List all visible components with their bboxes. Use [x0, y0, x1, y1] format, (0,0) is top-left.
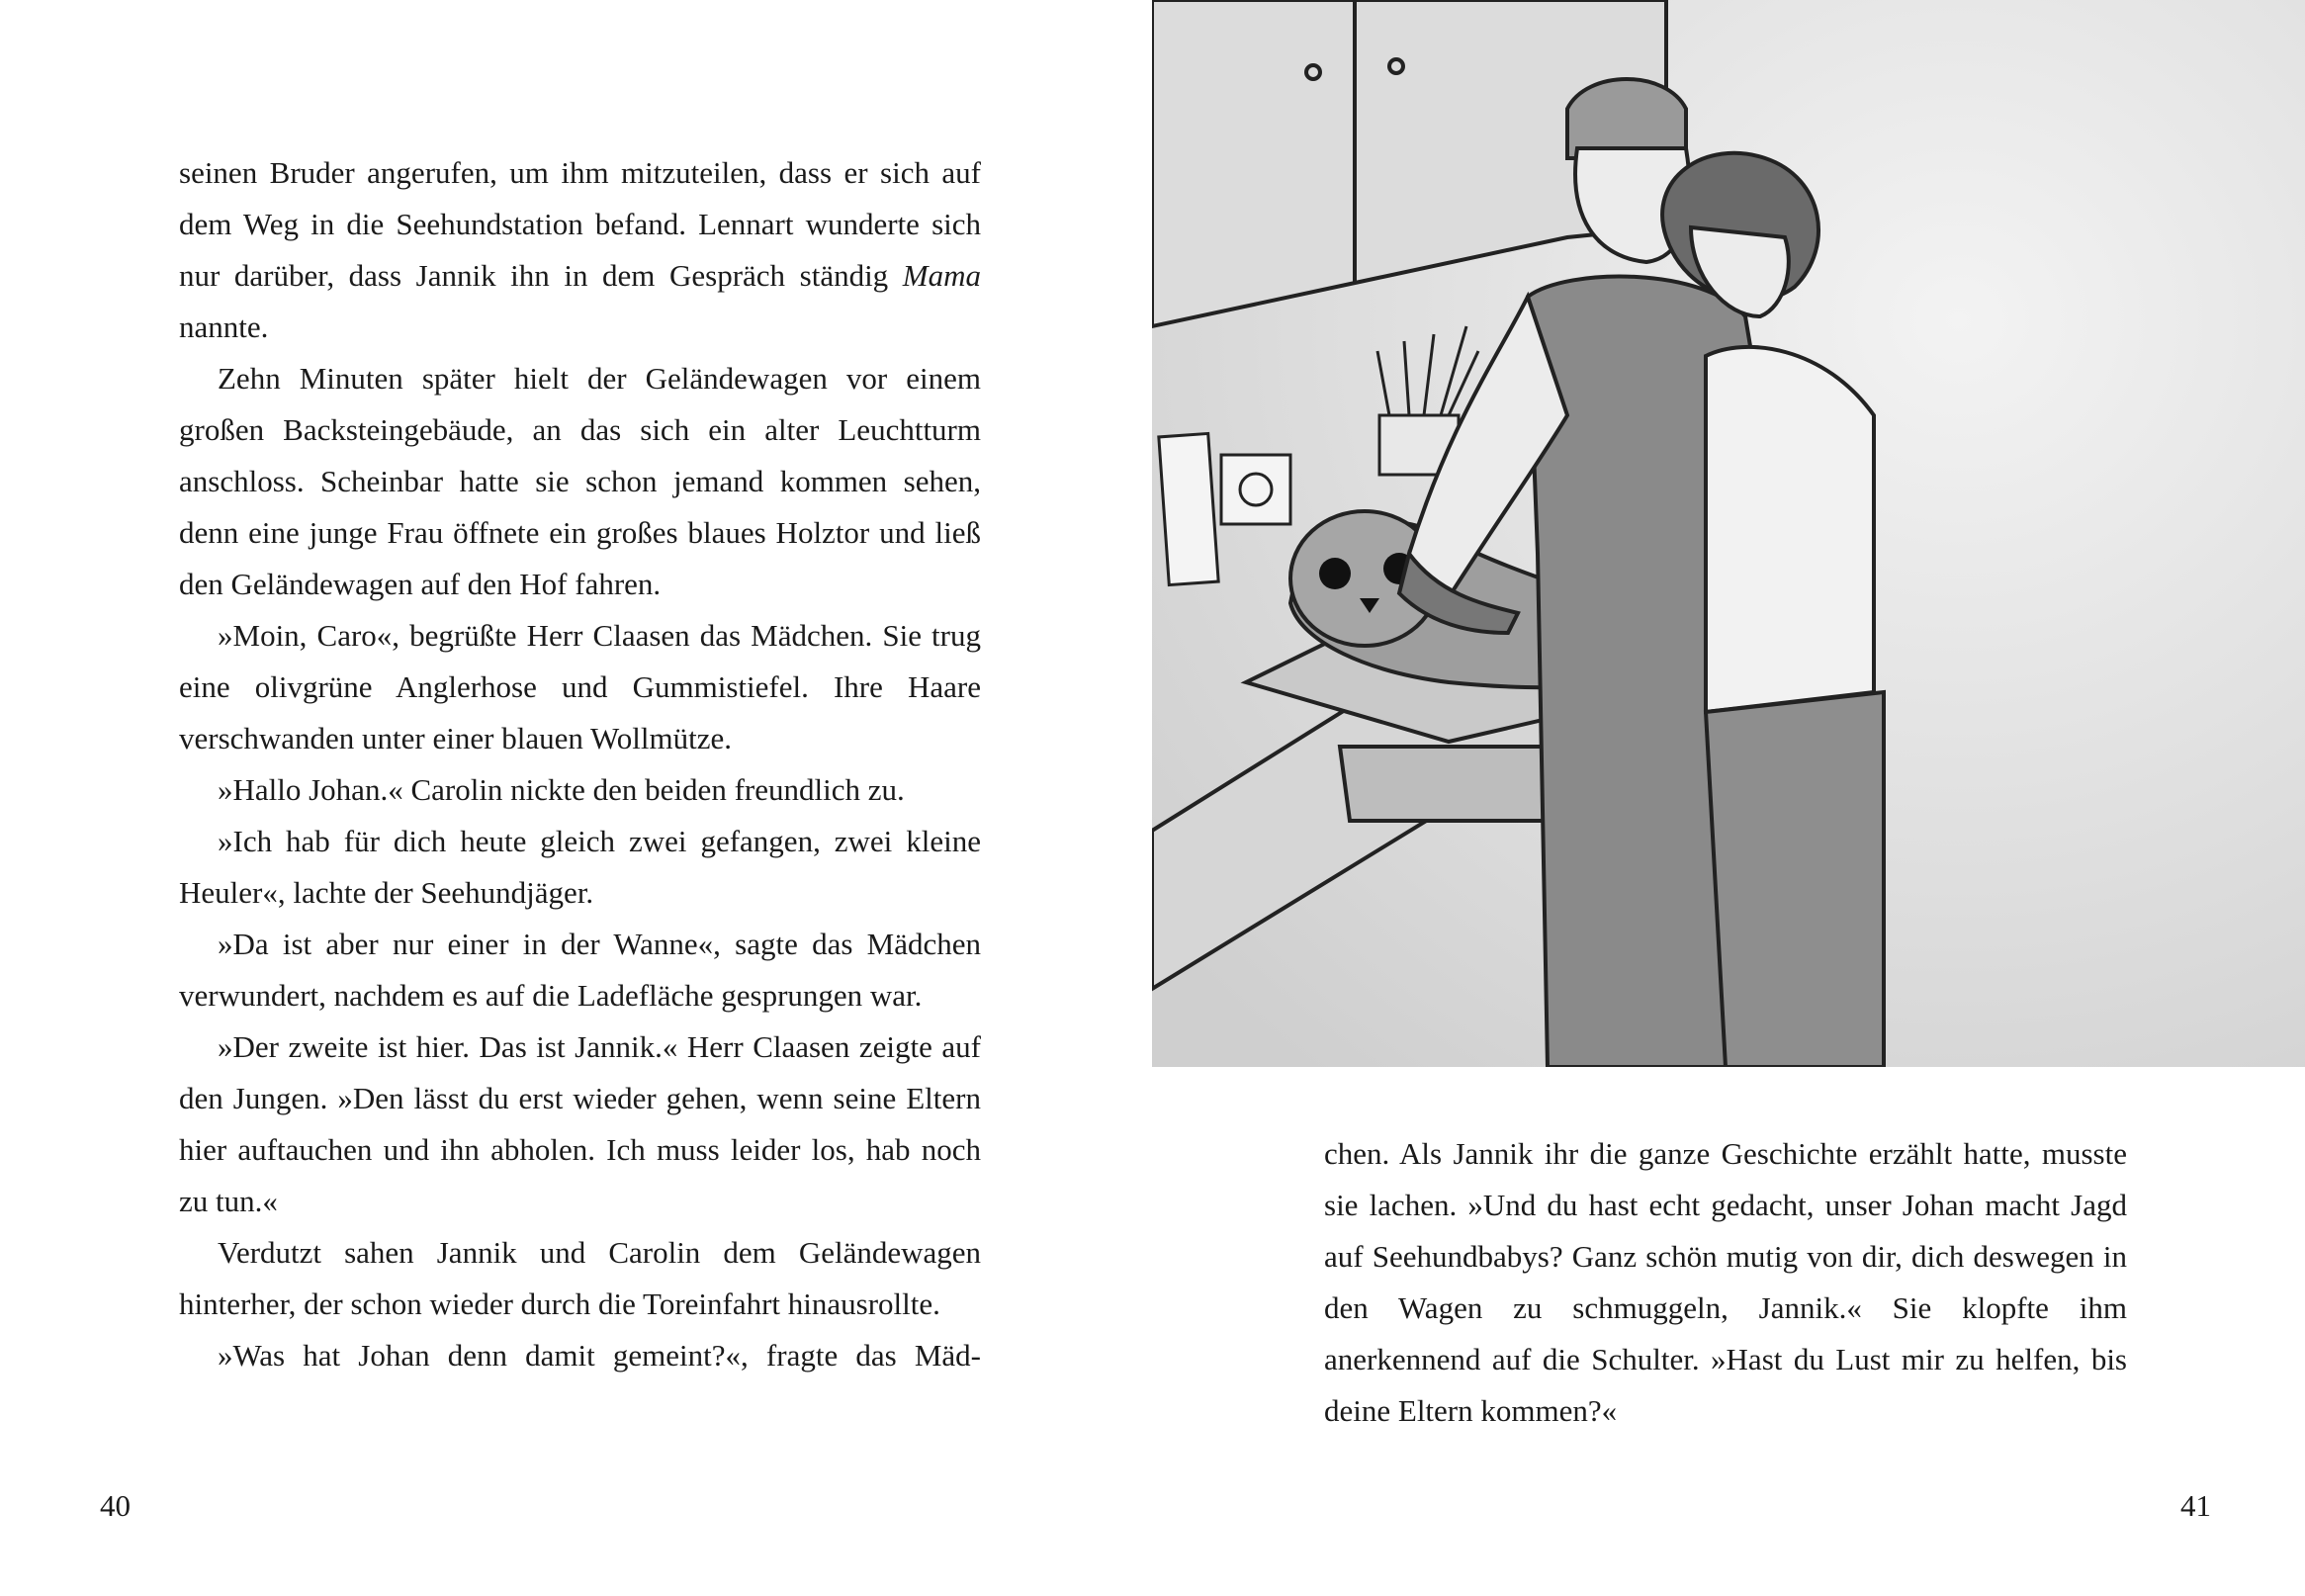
woman-shirt — [1706, 347, 1874, 712]
left-page-text — [179, 147, 981, 1381]
page-number-right: 41 — [2180, 1488, 2211, 1523]
paragraph — [179, 1021, 981, 1227]
italic-text: Mama — [902, 258, 981, 293]
woman-trousers — [1706, 692, 1884, 1067]
paragraph — [179, 353, 981, 610]
text-run: Zehn Minuten später hielt der Geländewagen vor einem großen Backsteingebäude, an das sich ein alter Leuchtturm anschloss. Scheinbar hatte sie schon jemand kommen sehen, denn eine junge Frau öffnete ein großes blaues Holztor und ließ den Geländewagen auf den Hof fahren. — [179, 361, 981, 601]
right-page — [1152, 0, 2305, 1596]
text-run: »Was hat Johan denn damit gemeint?«, fragte das Mäd- — [218, 1338, 981, 1373]
smiley-note — [1221, 455, 1290, 524]
text-run: Verdutzt sahen Jannik und Carolin dem Geländewagen hinterher, der schon wieder durch die Toreinfahrt hinausrollte. — [179, 1235, 981, 1321]
text-run: »Hallo Johan.« Carolin nickte den beiden freundlich zu. — [218, 772, 905, 807]
illustration — [1152, 0, 2305, 1067]
paragraph — [179, 919, 981, 1021]
wall-note — [1159, 433, 1218, 584]
paragraph — [179, 1227, 981, 1330]
paragraph — [179, 610, 981, 764]
text-run: seinen Bruder angerufen, um ihm mitzuteilen, dass er sich auf dem Weg in die Seehundstation befand. Lennart wunderte sich nur darüber, dass Jannik ihn in dem Gespräch ständig — [179, 155, 981, 293]
text-run: nannte. — [179, 310, 269, 344]
right-page-text — [1324, 1128, 2127, 1437]
paragraph — [179, 816, 981, 919]
text-run: »Ich hab für dich heute gleich zwei gefangen, zwei kleine Heuler«, lachte der Seehundjäger. — [179, 824, 981, 910]
text-run: »Moin, Caro«, begrüßte Herr Claasen das Mädchen. Sie trug eine olivgrüne Anglerhose und Gummistiefel. Ihre Haare verschwanden unter einer blauen Wollmütze. — [179, 618, 981, 755]
left-page — [0, 0, 1152, 1596]
paragraph — [1324, 1128, 2127, 1437]
page-number-left: 40 — [100, 1488, 131, 1523]
paragraph — [179, 147, 981, 353]
paragraph — [179, 1330, 981, 1381]
text-run: »Da ist aber nur einer in der Wanne«, sagte das Mädchen verwundert, nachdem es auf die Ladefläche gesprungen war. — [179, 927, 981, 1013]
text-run: chen. Als Jannik ihr die ganze Geschichte erzählt hatte, musste sie lachen. »Und du hast echt gedacht, unser Johan macht Jagd auf Seehundbabys? Ganz schön mutig von dir, dich deswegen in den Wagen zu schmuggeln, Jannik.« Sie klopfte ihm anerkennend auf die Schulter. »Hast du Lust mir zu helfen, bis deine Eltern kommen?« — [1324, 1136, 2127, 1428]
text-run: »Der zweite ist hier. Das ist Jannik.« Herr Claasen zeigte auf den Jungen. »Den lässt du erst wieder gehen, wenn seine Eltern hier auftauchen und ihn abholen. Ich muss leider los, hab noch zu tun.« — [179, 1029, 981, 1218]
paragraph — [179, 764, 981, 816]
illustration-drawing — [1152, 0, 2305, 1067]
